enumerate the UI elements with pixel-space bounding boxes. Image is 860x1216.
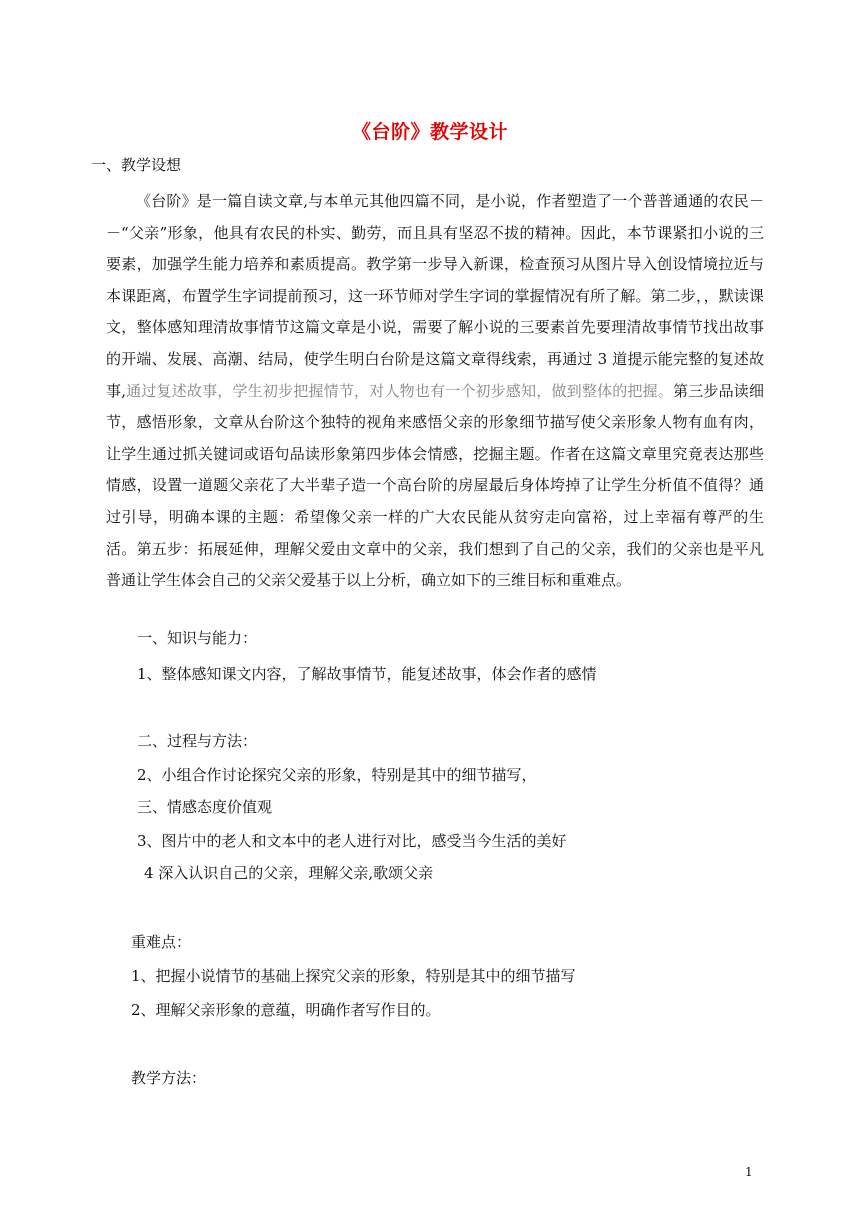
key-points-heading: 重难点：: [131, 933, 192, 951]
key-point-2: 2、理解父亲形象的意蕴，明确作者写作目的。: [131, 1001, 441, 1019]
key-point-1: 1、把握小说情节的基础上探究父亲的形象，特别是其中的细节描写: [131, 967, 576, 985]
teaching-idea-paragraph: [106, 186, 764, 597]
goal-item-2: 2、小组合作讨论探究父亲的形象，特别是其中的细节描写，: [137, 766, 537, 784]
paragraph-text-part1: 《台阶》是一篇自读文章,与本单元其他四篇不同，是小说，作者塑造了一个普普通通的农民－－“父亲”形象，他具有农民的朴实、勤劳，而且具有坚忍不拔的精神。因此，本节课紧扣小说的三要素，加强学生能力培养和素质提高。教学第一步导入新课，检查预习从图片导入创设情境拉近与本课距离，布置学生字词提前预习，这一环节师对学生字词的掌握情况有所了解。第二步，，默读课文，整体感知理清故事情节这篇文章是小说，需要了解小说的三要素首先要理清故事情节找出故事的开端、发展、高潮、结局，使学生明白台阶是这篇文章得线索，再通过 3 道提示能完整的复述故事,: [106, 192, 764, 400]
goal-heading-emotion: 三、情感态度价值观: [137, 798, 273, 816]
paragraph-text-part2: 第三步品读细节，感悟形象，文章从台阶这个独特的视角来感悟父亲的形象细节描写使父亲形象人物有血有肉，让学生通过抓关键词或语句品读形象第四步体会情感，挖掘主题。作者在这篇文章里究竟表达那些情感，设置一道题父亲花了大半辈子造一个高台阶的房屋最后身体垮掉了让学生分析值不值得？通过引导，明确本课的主题：希望像父亲一样的广大农民能从贫穷走向富裕，过上幸福有尊严的生活。第五步：拓展延伸，理解父爱由文章中的父亲，我们想到了自己的父亲，我们的父亲也是平凡普通让学生体会自己的父亲父爱基于以上分析，确立如下的三维目标和重难点。: [106, 381, 764, 590]
document-title: 《台阶》教学设计: [351, 121, 508, 143]
page-number: 1: [745, 1165, 753, 1179]
goal-heading-knowledge: 一、知识与能力：: [137, 629, 258, 647]
paragraph-text-gray: 通过复述故事，学生初步把握情节，对人物也有一个初步感知，做到整体的把握。: [125, 381, 674, 400]
goal-heading-process: 二、过程与方法：: [137, 732, 258, 750]
goal-item-1: 1、整体感知课文内容，了解故事情节，能复述故事，体会作者的感情: [137, 665, 597, 683]
teaching-methods-heading: 教学方法：: [131, 1069, 207, 1087]
section-heading-teaching-idea: 一、教学设想: [91, 156, 182, 174]
goal-item-3: 3、图片中的老人和文本中的老人进行对比，感受当今生活的美好: [137, 832, 567, 850]
goal-item-4: 4 深入认识自己的父亲，理解父亲,歌颂父亲: [144, 864, 434, 882]
